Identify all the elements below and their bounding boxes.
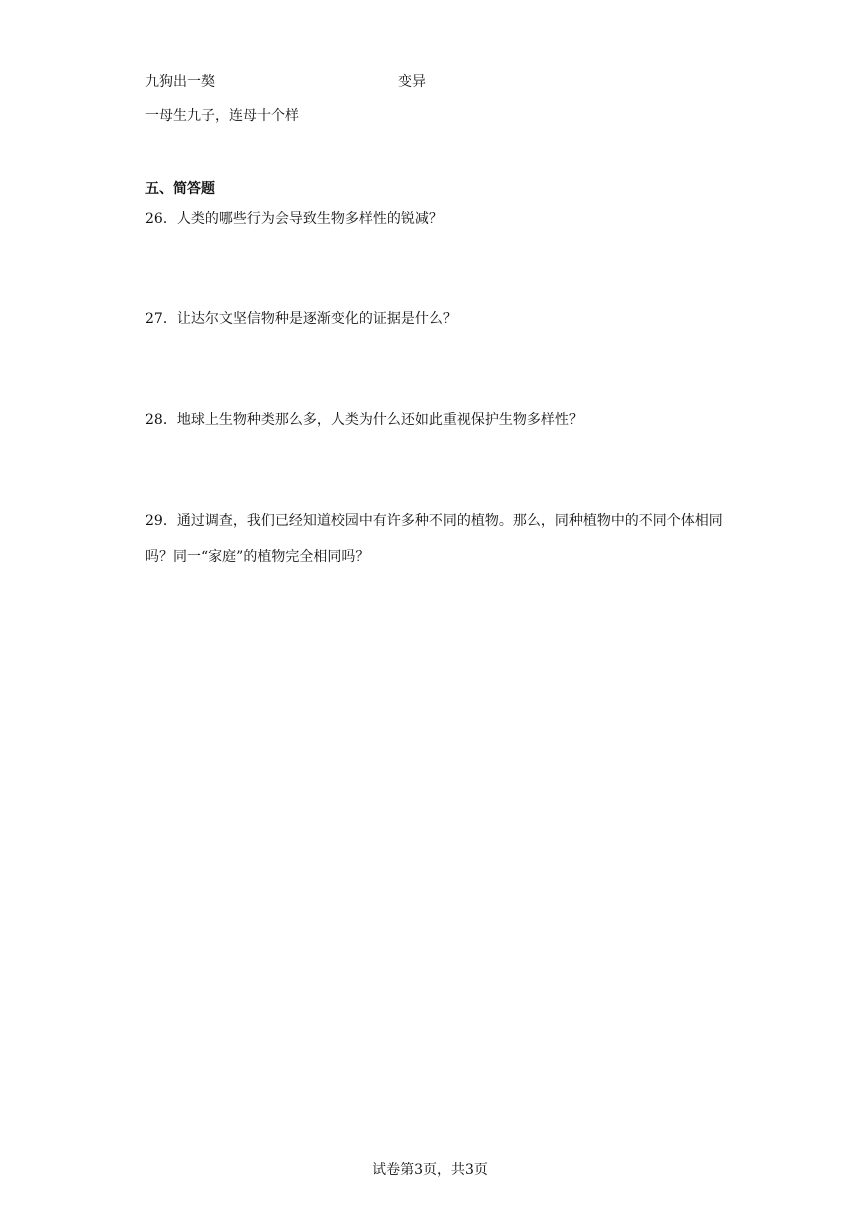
matching-left-item-2: 一母生九子，连母十个样	[145, 108, 299, 124]
matching-left-item-1: 九狗出一獒	[145, 74, 215, 90]
question-28: 28．地球上生物种类那么多，人类为什么还如此重视保护生物多样性？	[145, 412, 583, 428]
matching-right-item-1: 变异	[398, 74, 426, 90]
question-27: 27．让达尔文坚信物种是逐渐变化的证据是什么？	[145, 311, 457, 327]
question-26: 26．人类的哪些行为会导致生物多样性的锐减？	[145, 211, 443, 227]
page-footer: 试卷第3页，共3页	[372, 1162, 488, 1178]
question-29: 29．通过调查，我们已经知道校园中有许多种不同的植物。那么，同种植物中的不同个体相同吗？同一“家庭”的植物完全相同吗？	[145, 513, 723, 565]
section-heading: 五、简答题	[145, 181, 215, 197]
